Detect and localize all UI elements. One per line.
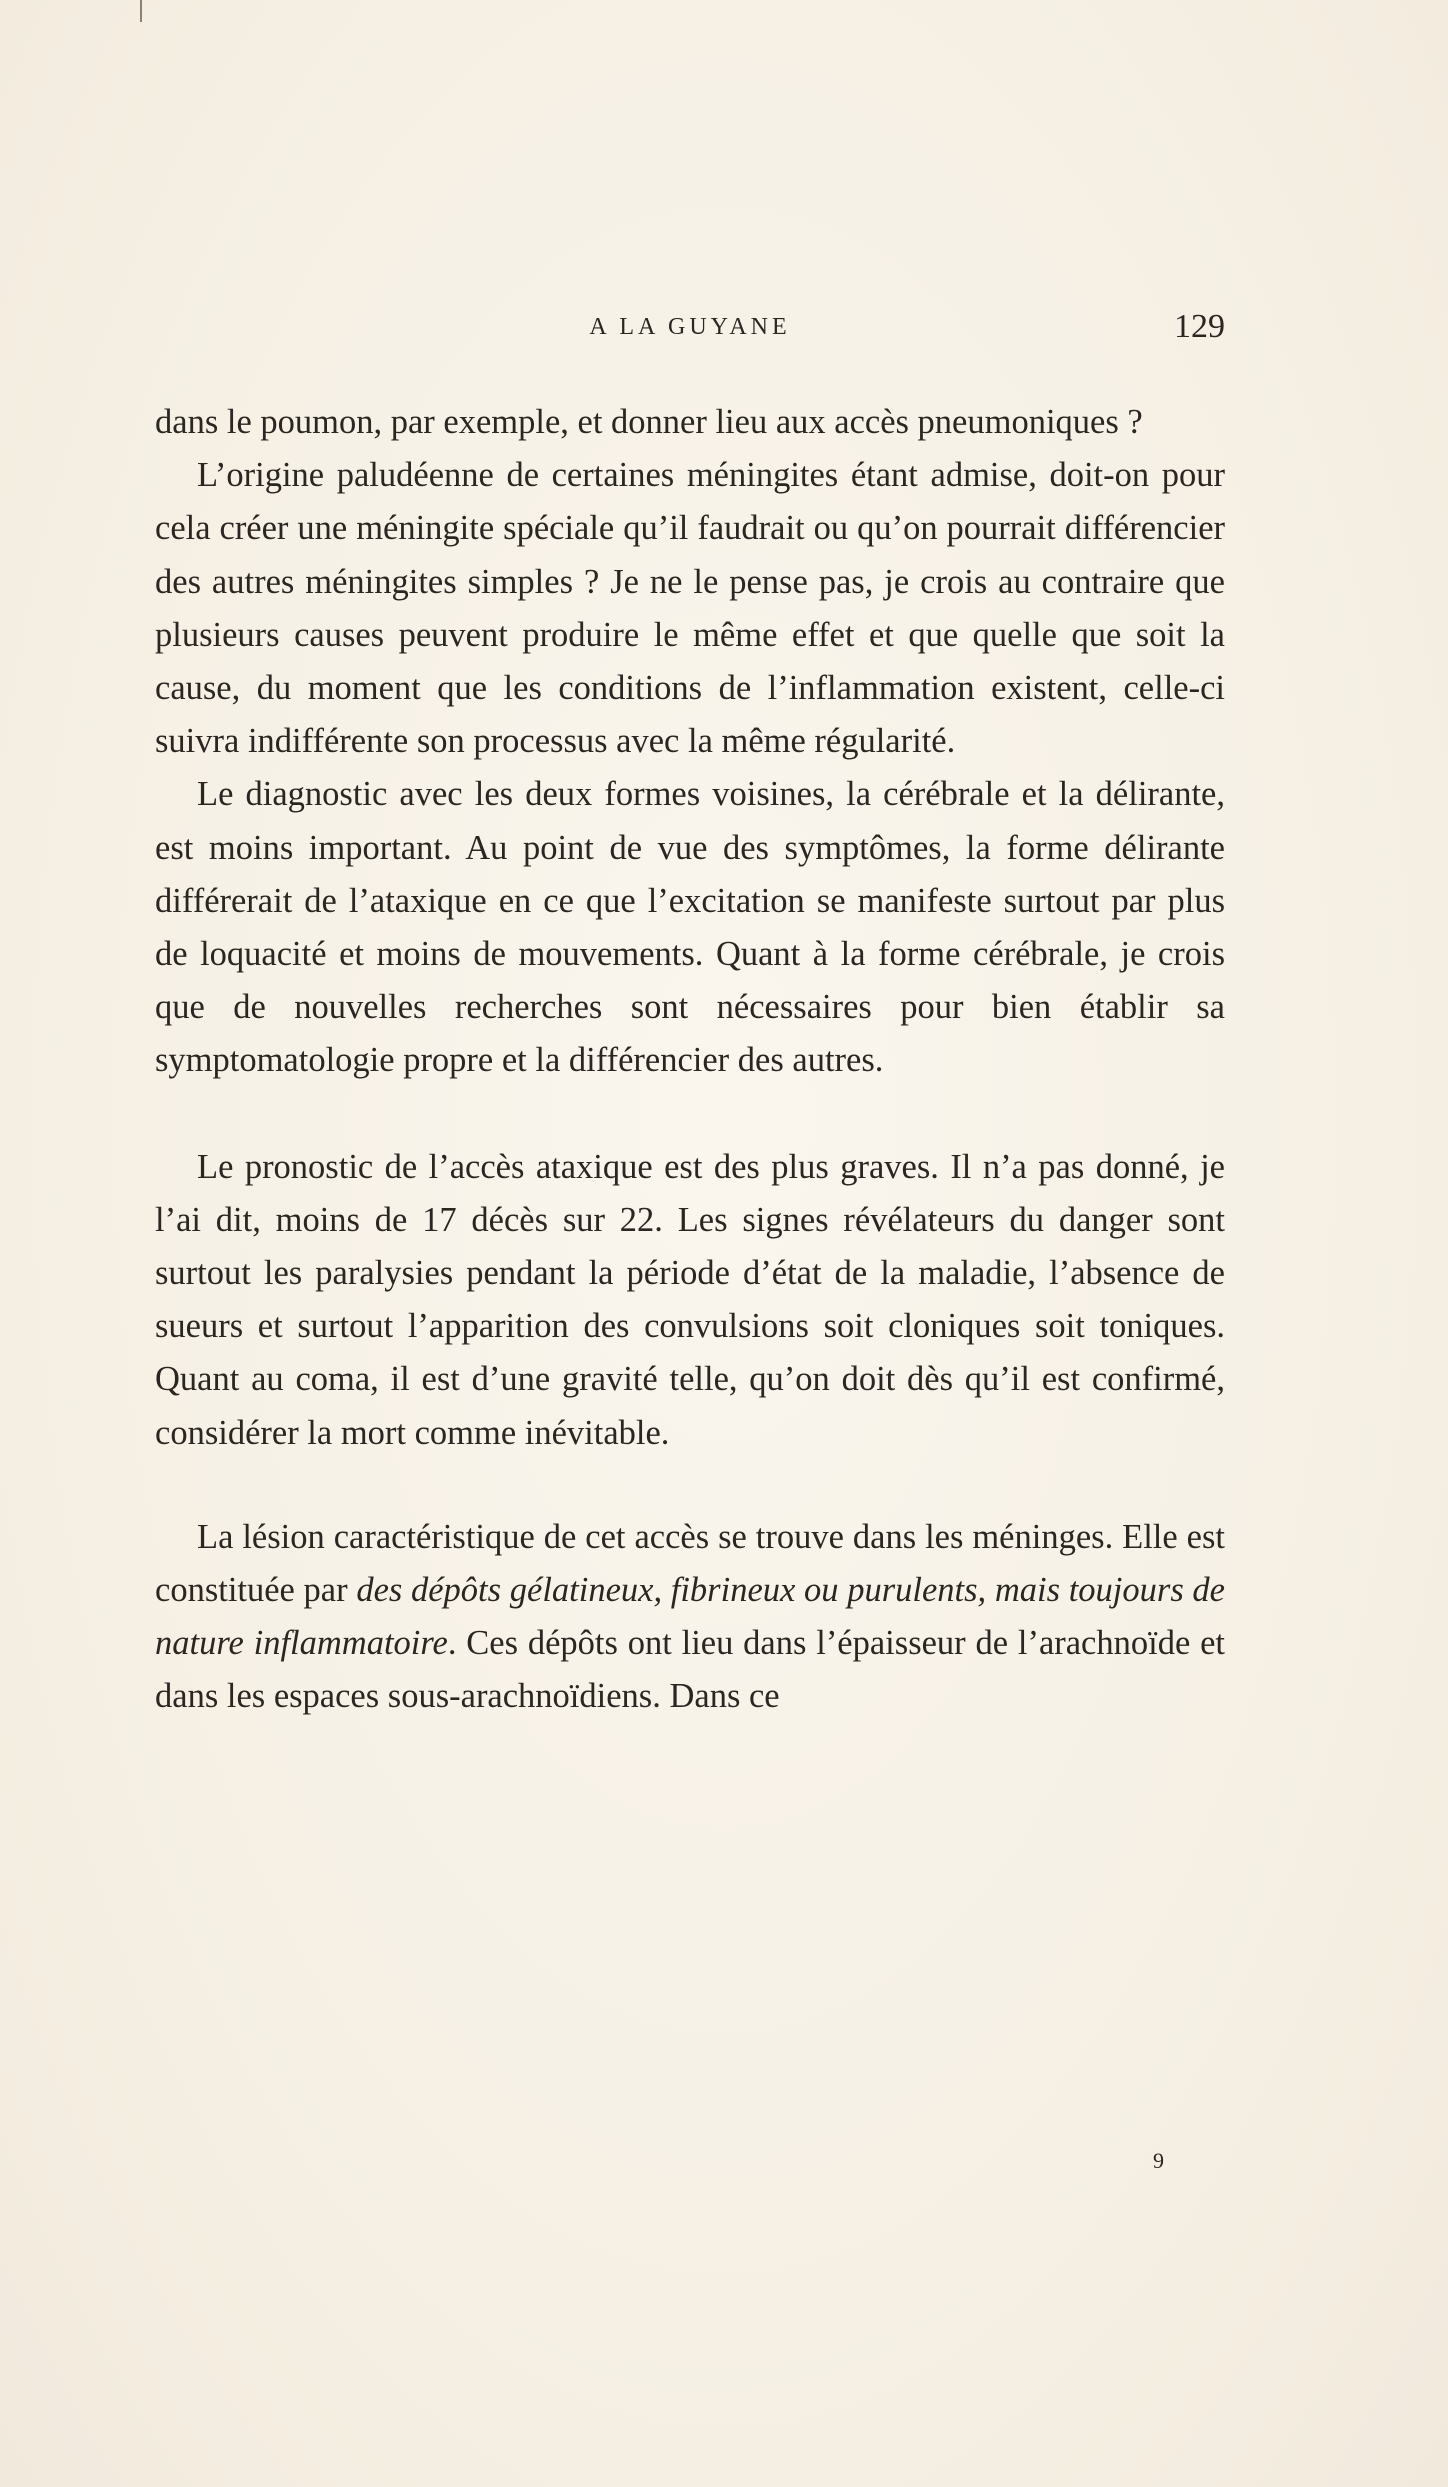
- paragraph-3-text: Le diagnostic avec les deux formes voisines, la cérébrale et la délirante, est moins important. Au point de vue des symptômes, la forme délirante différerait de l’ataxique en ce que l’excitation se manifeste surtout par plus de loquacité et moins de mouvements. Quant à la forme cérébrale, je crois que de nouvelles recherches sont nécessaires pour bien établir sa symptomatologie propre et la différencier des autres.: [155, 775, 1225, 1080]
- paragraph-5-italic: des dépôts gélatineux, fibrineux ou purulents, mais toujours de nature inflammatoire: [155, 1571, 1225, 1663]
- paragraph-2: [155, 449, 1225, 768]
- page-header: [155, 308, 1225, 358]
- paragraph-5-text-a: La lésion caractéristique de cet accès se trouve dans les méninges. Elle est constituée par: [155, 1517, 1225, 1610]
- body-text: [155, 396, 1225, 1724]
- paragraph-5: [155, 1511, 1225, 1724]
- paragraph-2-text: L’origine paludéenne de certaines méningites étant admise, doit-on pour cela créer une méningite spéciale qu’il faudrait ou qu’on pourrait différencier des autres méningites simples ? Je ne le pense pas, je crois au contraire que plusieurs causes peuvent produire le même effet et que quelle que soit la cause, du moment que les conditions de l’inflammation existent, celle-ci suivra indifférente son processus avec la même régularité.: [155, 456, 1225, 761]
- paragraph-4: [155, 1141, 1225, 1460]
- signature-mark: 9: [1153, 2148, 1164, 2173]
- paragraph-5-text-b: . Ces dépôts ont lieu dans l’épaisseur de l’arachnoïde et dans les espaces sous-arachnoïdiens. Dans ce: [155, 1624, 1225, 1716]
- page-number: 129: [1174, 308, 1225, 345]
- paragraph-1-text: dans le poumon, par exemple, et donner lieu aux accès pneumoniques ?: [155, 403, 1143, 441]
- scan-mark: [140, 0, 142, 22]
- paragraph-4-text: Le pronostic de l’accès ataxique est des plus graves. Il n’a pas donné, je l’ai dit, moins de 17 décès sur 22. Les signes révélateurs du danger sont surtout les paralysies pendant la période d’état de la maladie, l’absence de sueurs et surtout l’apparition des convulsions soit cloniques soit toniques. Quant au coma, il est d’une gravité telle, qu’on doit dès qu’il est confirmé, considérer la mort comme inévitable.: [155, 1147, 1225, 1452]
- paragraph-1: [155, 396, 1225, 449]
- running-head: A LA GUYANE: [589, 314, 791, 340]
- paragraph-3: [155, 768, 1225, 1087]
